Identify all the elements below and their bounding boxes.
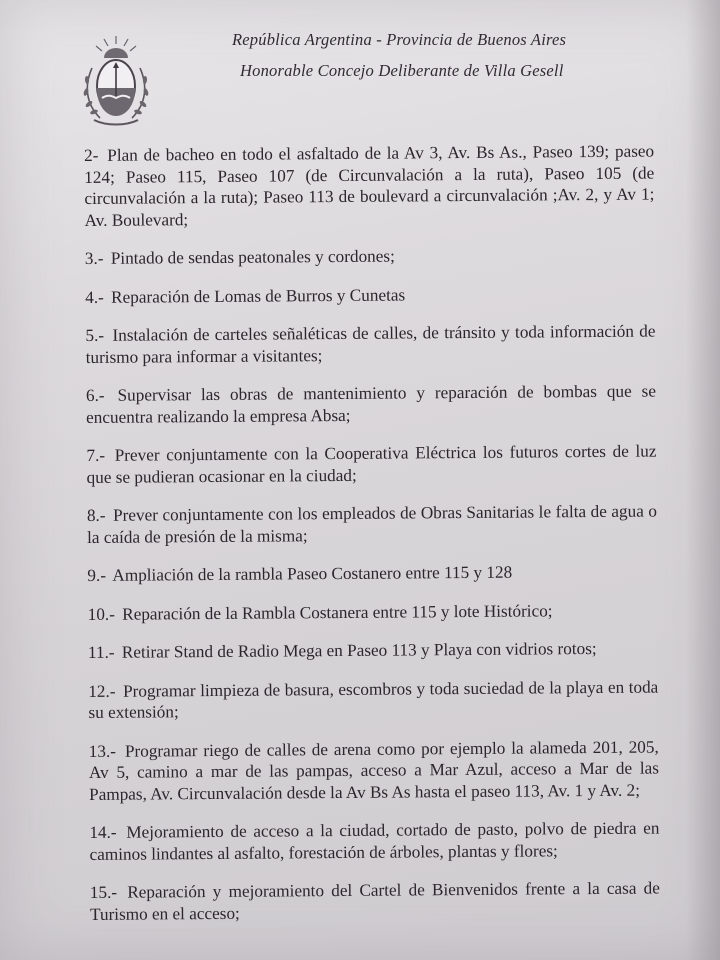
list-item bbox=[85, 321, 655, 368]
item-text: Reparación de Lomas de Burros y Cunetas bbox=[111, 284, 406, 307]
item-number: 15.- bbox=[89, 882, 118, 902]
item-text: Plan de bacheo en todo el asfaltado de la Av 3, Av. Bs As., Paseo 139; paseo 124; Paseo 115, Paseo 107 (de Circunvalación a la ruta), Paseo 105 (de circunvalación a la ruta); Paseo 113 de boulevard a circunvalación ;Av. 2, y Av 1; Av. Boulevard; bbox=[84, 141, 655, 230]
item-number: 3.- bbox=[84, 248, 104, 268]
item-text: Ampliación de la rambla Paseo Costanero entre 115 y 128 bbox=[112, 562, 513, 585]
item-number: 7.- bbox=[86, 445, 106, 465]
item-number: 10.- bbox=[87, 604, 115, 624]
item-number: 6.- bbox=[85, 385, 105, 405]
item-number: 5.- bbox=[85, 325, 105, 345]
list-item bbox=[85, 244, 655, 270]
item-text: Reparación de la Rambla Costanera entre 115 y lote Histórico; bbox=[122, 600, 553, 624]
list-item bbox=[88, 599, 658, 625]
list-item bbox=[87, 501, 657, 548]
list-item bbox=[88, 676, 658, 723]
list-item bbox=[87, 561, 657, 587]
item-number: 9.- bbox=[87, 565, 107, 585]
header-council-line: Honorable Concejo Deliberante de Villa Gesell bbox=[240, 61, 564, 80]
item-text: Reparación y mejoramiento del Cartel de Bienvenidos frente a la casa de Turismo en el acceso; bbox=[89, 878, 660, 924]
item-text: Retirar Stand de Radio Mega en Paseo 113 y Playa con vidrios rotos; bbox=[121, 638, 597, 662]
list-item bbox=[89, 818, 659, 865]
header-country-line: República Argentina - Provincia de Buenos Aires bbox=[232, 30, 567, 49]
list-item bbox=[90, 878, 660, 925]
item-text: Pintado de sendas peatonales y cordones; bbox=[110, 246, 395, 268]
document-body bbox=[84, 141, 660, 942]
list-item bbox=[85, 282, 655, 308]
letterhead bbox=[0, 0, 720, 130]
list-item bbox=[89, 736, 659, 805]
list-item bbox=[86, 441, 656, 488]
page-edge-shadow bbox=[686, 0, 720, 960]
list-item bbox=[88, 638, 658, 664]
item-number: 11.- bbox=[87, 642, 115, 662]
list-item bbox=[84, 141, 655, 231]
item-number: 14.- bbox=[89, 822, 117, 842]
item-number: 2- bbox=[84, 145, 99, 165]
item-text: Programar riego de calles de arena como por ejemplo la alameda 201, 205, Av 5, camino a mar de las pampas, acceso a Mar Azul, acceso a Mar de las Pampas, Av. Circunvalación desde la Av Bs As hasta el paseo 113, Av. 1 y Av. 2; bbox=[88, 737, 659, 804]
item-number: 12.- bbox=[88, 681, 116, 701]
item-text: Programar limpieza de basura, escombros y toda suciedad de la playa en toda su extensión; bbox=[88, 677, 659, 722]
item-text: Instalación de carteles señaléticas de calles, de tránsito y toda información de turismo para informar a visitantes; bbox=[85, 321, 656, 367]
item-text: Supervisar las obras de mantenimiento y reparación de bombas que se encuentra realizando la empresa Absa; bbox=[86, 381, 657, 427]
item-number: 13.- bbox=[88, 741, 117, 761]
item-text: Mejoramiento de acceso a la ciudad, cortado de pasto, polvo de piedra en caminos lindantes al asfalto, forestación de árboles, plantas y flores; bbox=[89, 818, 660, 864]
item-text: Prever conjuntamente con la Cooperativa Eléctrica los futuros cortes de luz que se pudieran ocasionar en la ciudad; bbox=[86, 441, 657, 487]
list-item bbox=[86, 381, 656, 428]
coat-of-arms-icon bbox=[80, 34, 152, 128]
item-text: Prever conjuntamente con los empleados de Obras Sanitarias le falta de agua o la caída de presión de la misma; bbox=[87, 501, 657, 547]
item-number: 4.- bbox=[85, 287, 104, 307]
item-number: 8.- bbox=[86, 505, 106, 525]
